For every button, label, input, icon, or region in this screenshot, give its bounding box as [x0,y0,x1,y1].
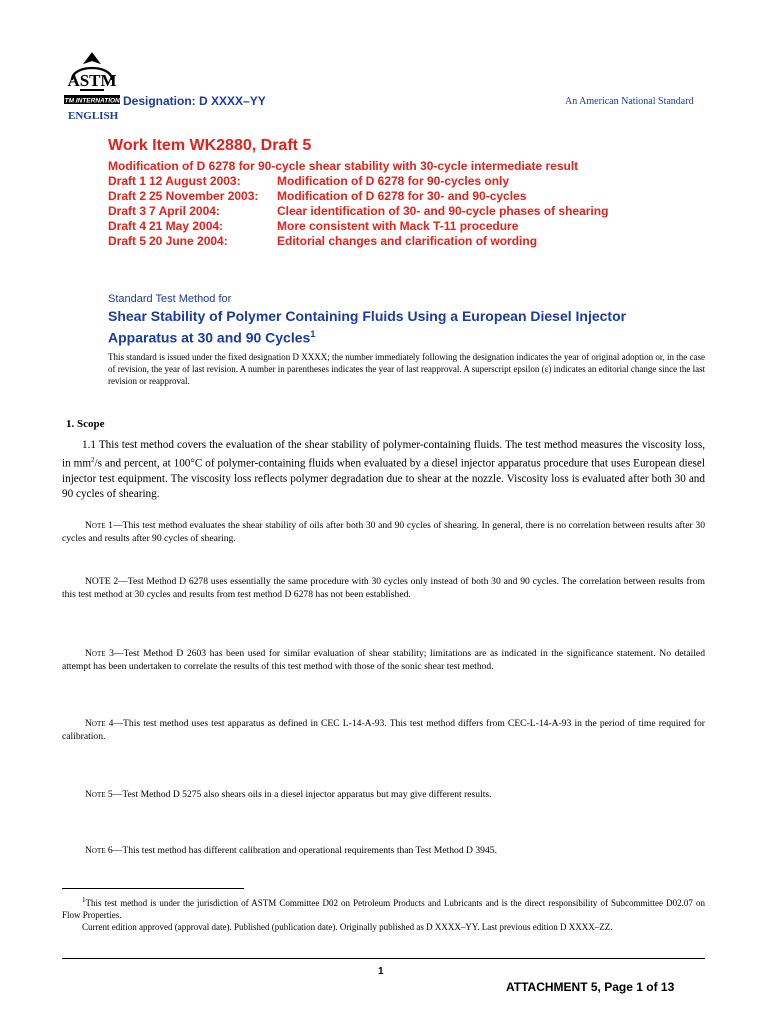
draft-label: Draft 4 [108,219,147,233]
draft-row [108,219,688,234]
note-4 [62,718,705,743]
language-label: ENGLISH [68,110,119,122]
scope-text-a: 1.1 This test method covers the evaluation of the shear stability of polymer-containing fluids. The test method measures the viscosity loss, in mm [62,439,705,470]
draft-description: Editorial changes and clarification of wording [277,234,538,248]
svg-text:ASTM: ASTM [67,71,117,90]
draft-label: Draft 5 [108,234,147,248]
page-number: 1 [378,966,384,977]
draft-date: 21 May 2004: [149,219,224,233]
standard-title [108,307,648,347]
draft-date: 7 April 2004: [149,204,220,218]
scope-text-b: /s and percent, at 100°C of polymer-containing fluids when evaluated by a diesel injector apparatus procedure that uses European diesel injector test equipment. The viscosity loss reflects polymer degradation due to shear at the nozzle. Viscosity loss is evaluated after both 30 and 90 cycles of shearing. [62,457,705,500]
scope-paragraph [62,438,705,502]
draft-label: Draft 3 [108,204,147,218]
note-2 [62,576,705,601]
note-text: —Test Method D 6278 uses essentially the same procedure with 30 cycles only instead of both 30 and 90 cycles. The correlation between results from this test method at 30 cycles and results from test method D 6278 has not been established. [62,576,705,600]
note-label: NOTE 2 [85,576,119,587]
draft-date: 20 June 2004: [149,234,228,248]
note-label: Note 6 [85,845,113,856]
draft-description: Clear identification of 30- and 90-cycle phases of shearing [277,204,609,218]
standard-intro: This standard is issued under the fixed designation D XXXX; the number immediately following the designation indicates the year of original adoption or, in the case of revision, the year of last revision. A number in parentheses indicates the year of last reapproval. A superscript epsilon (ε) indicates an editorial change since the last revision or reapproval. [108,352,706,386]
footnote-marker: 1 [82,896,86,904]
designation: Designation: D XXXX–YY [123,94,266,108]
attachment-label: ATTACHMENT 5, Page 1 of 13 [506,980,675,994]
note-text: —Test Method D 2603 has been used for similar evaluation of shear stability; limitations are as indicated in the significance statement. No detailed attempt has been undertaken to correlate the results of this test method with those of the sonic shear test method. [62,648,705,672]
footnote [62,894,705,933]
draft-label: Draft 1 [108,174,147,188]
draft-description: Modification of D 6278 for 30- and 90-cycles [277,189,527,203]
footnote-line-1: This test method is under the jurisdiction of ASTM Committee D02 on Petroleum Products and Lubricants and is the direct responsibility of Subcommittee D02.07 on Flow Properties. [62,898,705,920]
draft-row [108,189,688,204]
unit-superscript: 2 [91,456,95,464]
note-label: Note 5 [85,789,113,800]
note-text: —Test Method D 5275 also shears oils in a diesel injector apparatus but may give different results. [112,789,492,800]
note-text: —This test method uses test apparatus as defined in CEC L-14-A-93. This test method differs from CEC-L-14-A-93 in the period of time required for calibration. [62,718,705,742]
note-5 [62,789,705,802]
draft-row [108,234,688,249]
draft-label: Draft 2 [108,189,147,203]
draft-row [108,204,688,219]
note-label: Note 1 [85,520,113,531]
footnote-line-2: Current edition approved (approval date). Published (publication date). Originally published as D XXXX–YY. Last previous edition D XXXX–ZZ. [82,922,613,932]
title-footnote-ref: 1 [310,329,316,339]
note-6 [62,845,705,858]
note-3 [62,648,705,673]
note-text: —This test method evaluates the shear stability of oils after both 30 and 90 cycles of shearing. In general, there is no correlation between results after 30 cycles and results after 90 cycles of shearing. [62,520,705,544]
work-item-subtitle: Modification of D 6278 for 90-cycle shear stability with 30-cycle intermediate result [108,159,579,173]
american-national-standard: An American National Standard [565,96,694,107]
standard-kicker: Standard Test Method for [108,293,232,305]
section-heading-scope: 1. Scope [66,418,105,430]
draft-description: More consistent with Mack T-11 procedure [277,219,519,233]
note-text: —This test method has different calibration and operational requirements than Test Method D 3945. [112,845,497,856]
standard-title-text: Shear Stability of Polymer Containing Fluids Using a European Diesel Injector Apparatus at 30 and 90 Cycles [108,308,627,346]
note-label: Note 3 [85,648,114,659]
note-1 [62,520,705,545]
draft-date: 12 August 2003: [149,174,241,188]
draft-date: 25 November 2003: [149,189,259,203]
note-label: Note 4 [85,718,114,729]
draft-description: Modification of D 6278 for 90-cycles only [277,174,510,188]
footer-divider [62,958,705,959]
work-item-title: Work Item WK2880, Draft 5 [108,137,312,154]
astm-logo [55,50,129,106]
footnote-divider [62,888,244,889]
draft-row [108,174,688,189]
logo-text: ASTM INTERNATIONAL [55,97,129,105]
